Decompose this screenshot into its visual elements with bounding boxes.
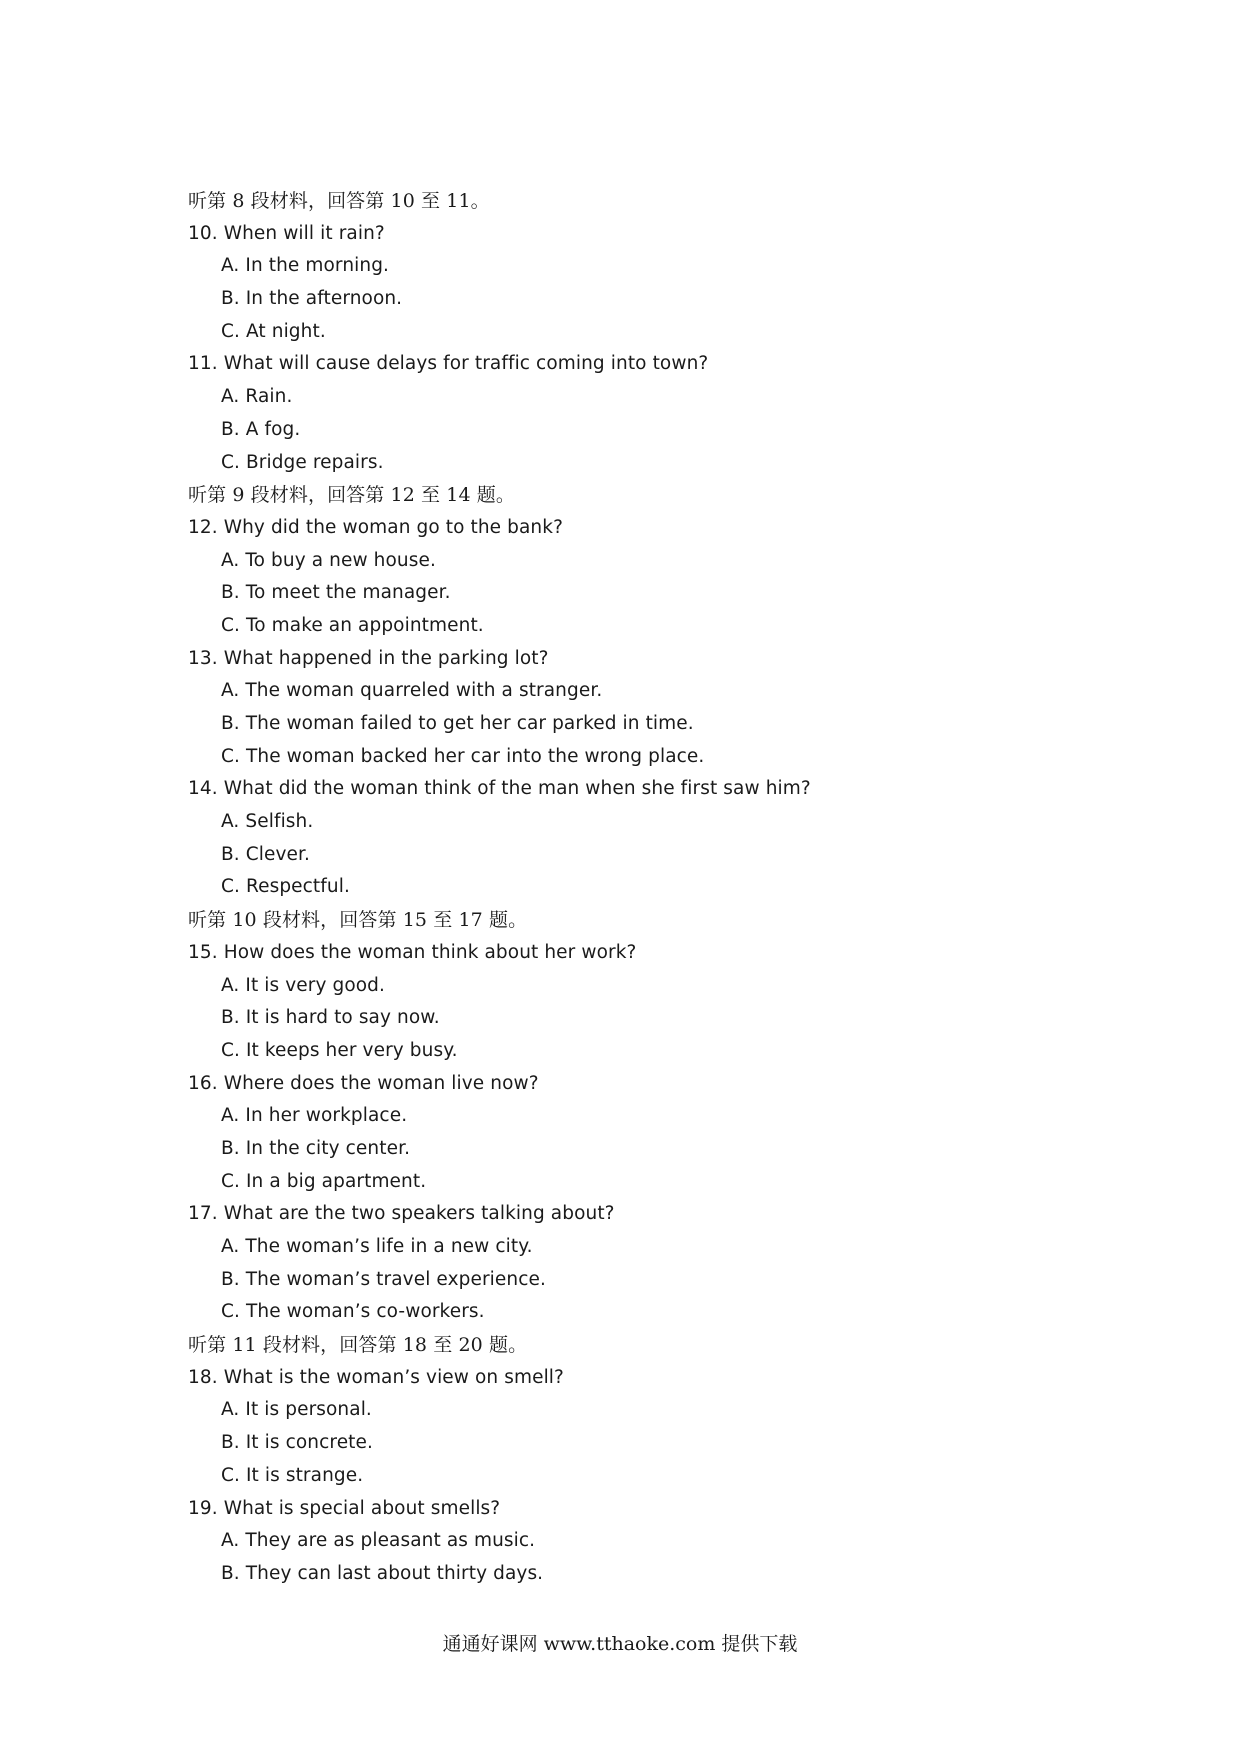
answer-option: B. The woman failed to get her car parked in time.: [221, 713, 694, 734]
answer-option: C. It is strange.: [221, 1464, 364, 1486]
answer-option: A. They are as pleasant as music.: [221, 1530, 536, 1552]
question-text: 15. How does the woman think about her work?: [188, 941, 637, 963]
section-heading: 听第 10 段材料，回答第 15 至 17 题。: [188, 909, 528, 932]
question-text: 11. What will cause delays for traffic coming into town?: [188, 353, 709, 375]
answer-option: B. To meet the manager.: [221, 582, 451, 604]
question-text: 17. What are the two speakers talking about?: [188, 1203, 615, 1225]
section-heading: 听第 8 段材料，回答第 10 至 11。: [188, 190, 490, 212]
answer-option: C. Bridge repairs.: [221, 451, 384, 473]
answer-option: A. It is personal.: [221, 1399, 372, 1421]
question-text: 12. Why did the woman go to the bank?: [188, 516, 563, 538]
question-text: 19. What is special about smells?: [188, 1497, 501, 1519]
section-heading: 听第 9 段材料，回答第 12 至 14 题。: [188, 484, 515, 507]
answer-option: C. In a big apartment.: [221, 1170, 427, 1192]
answer-option: B. The woman’s travel experience.: [221, 1268, 546, 1290]
question-text: 10. When will it rain?: [188, 222, 385, 244]
page-footer: 通通好课网 www.tthaoke.com 提供下载: [442, 1633, 798, 1655]
document-body: [188, 185, 1088, 1591]
answer-option: B. Clever.: [221, 843, 311, 865]
answer-option: A. It is very good.: [221, 974, 386, 996]
answer-option: B. It is hard to say now.: [221, 1007, 440, 1029]
answer-option: B. In the city center.: [221, 1137, 411, 1159]
question-text: 18. What is the woman’s view on smell?: [188, 1366, 564, 1388]
question-text: 14. What did the woman think of the man when she first saw him?: [188, 778, 811, 800]
answer-option: C. It keeps her very busy.: [221, 1039, 458, 1061]
answer-option: A. In the morning.: [221, 255, 390, 277]
answer-option: A. Selfish.: [221, 811, 314, 833]
answer-option: C. The woman backed her car into the wrong place.: [221, 745, 705, 767]
answer-option: B. In the afternoon.: [221, 288, 403, 310]
section-heading: 听第 11 段材料，回答第 18 至 20 题。: [188, 1334, 528, 1357]
question-text: 16. Where does the woman live now?: [188, 1072, 539, 1094]
answer-option: A. To buy a new house.: [221, 549, 436, 571]
answer-option: C. The woman’s co-workers.: [221, 1301, 485, 1323]
answer-option: A. The woman quarreled with a stranger.: [221, 680, 603, 702]
question-text: 13. What happened in the parking lot?: [188, 647, 549, 669]
answer-option: B. They can last about thirty days.: [221, 1562, 544, 1584]
answer-option: C. At night.: [221, 320, 326, 342]
answer-option: C. To make an appointment.: [221, 614, 484, 636]
answer-option: B. It is concrete.: [221, 1432, 373, 1454]
answer-option: C. Respectful.: [221, 876, 350, 898]
answer-option: A. Rain.: [221, 386, 293, 408]
answer-option: A. In her workplace.: [221, 1105, 408, 1127]
answer-option: A. The woman’s life in a new city.: [221, 1236, 533, 1257]
answer-option: B. A fog.: [221, 418, 301, 440]
